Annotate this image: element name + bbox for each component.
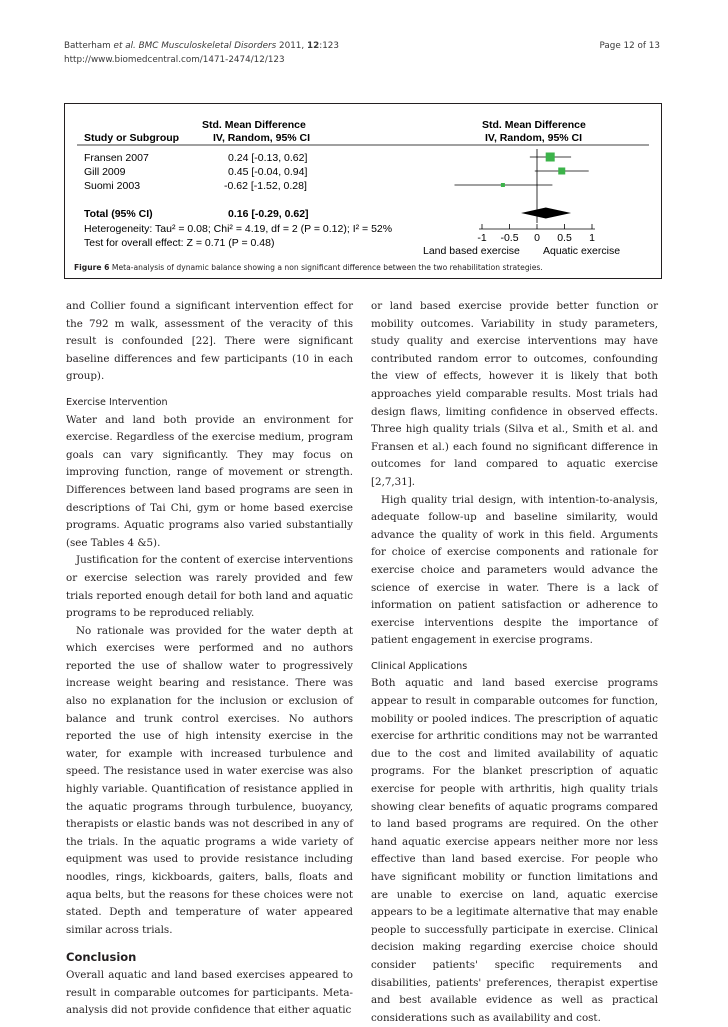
study-marker-1 [558, 168, 565, 175]
left-paragraph-1: and Collier found a significant intervention effect for the 792 m walk, assessment of the veracity of this result is confounded [22]. There were significant baseline differences and few participants (10 in each group). [66, 300, 353, 383]
x-tick-label-3: 0.5 [557, 232, 572, 244]
citation-year: 2011, [279, 41, 305, 51]
total-label: Total (95% CI) [84, 208, 153, 220]
x-tick-label-4: 1 [589, 232, 595, 244]
article-url[interactable]: http://www.biomedcentral.com/1471-2474/12/123 [64, 55, 285, 65]
page-header [64, 39, 660, 67]
study-name-1: Gill 2009 [84, 166, 126, 178]
left-paragraph-2: Water and land both provide an environment for exercise. Regardless of the exercise medium, program goals can vary significantly. They may focus on improving function, range of movement or strength. Differences between land based programs are seen in descriptions of Tai Chi, gym or home based exercise programs. Aquatic programs also varied substantially (see Tables 4 &5). [66, 413, 353, 549]
total-ci: 0.16 [-0.29, 0.62] [228, 208, 309, 220]
plot-area [455, 149, 596, 244]
x-tick-label-0: -1 [477, 232, 487, 244]
study-name-2: Suomi 2003 [84, 180, 141, 192]
study-ci-2: -0.62 [-1.52, 0.28] [224, 180, 307, 192]
citation-journal: BMC Musculoskeletal Disorders [138, 41, 277, 51]
study-marker-2 [501, 183, 505, 187]
caption-text: Meta-analysis of dynamic balance showing a non significant difference between the two rehabilitation strategies. [111, 263, 543, 272]
left-paragraph-5: Overall aquatic and land based exercises appeared to result in comparable outcomes for participants. Meta-analysis did not provide confidence that either aquatic [66, 968, 353, 1017]
citation-authors: Batterham [64, 41, 111, 51]
column-header-study: Study or Subgroup [84, 132, 180, 144]
heading-clinical-applications: Clinical Applications [371, 660, 468, 672]
x-tick-label-1: -0.5 [500, 232, 519, 244]
left-method: IV, Random, 95% CI [213, 132, 311, 144]
left-column [66, 298, 353, 1020]
right-paragraph-2: High quality trial design, with intention-to-analysis, adequate follow-up and baseline similarity, would advance the quality of work in this field. Arguments for choice of exercise components and rationale for exercise choice and parameters would advance the science of exercise in water. There is a lack of information on patient satisfaction or adherence to exercise interventions despite the importance of patient engagement in exercise programs. [371, 493, 658, 647]
heading-exercise-intervention: Exercise Intervention [66, 396, 168, 408]
study-name-0: Fransen 2007 [84, 152, 149, 164]
right-paragraph-3: Both aquatic and land based exercise programs appear to result in comparable outcomes for function, mobility or pooled indices. The prescription of aquatic exercise for arthritic conditions may not be warranted due to the cost and limited availability of aquatic programs. For the blanket prescription of aquatic exercise for people with arthritis, high quality trials showing clear benefits of aquatic programs compared to land based programs are required. On the other hand aquatic exercise appears neither more nor less effective than land based exercise. For people who have significant mobility or function limitations and are unable to exercise on land, aquatic exercise appears to be a legitimate alternative that may enable people to successfully participate in exercise. Clinical decision making regarding exercise choice should consider patients' specific requirements and disabilities, patients' preferences, therapist expertise and best available evidence as well as practical considerations such as availability and cost. [371, 677, 658, 1024]
heading-conclusion: Conclusion [66, 950, 137, 965]
total-diamond [521, 208, 571, 219]
citation [64, 41, 339, 51]
citation-volume: 12 [306, 41, 320, 51]
study-ci-0: 0.24 [-0.13, 0.62] [228, 152, 308, 164]
caption-label: Figure 6 [74, 263, 110, 272]
right-paragraph-1: or land based exercise provide better function or mobility outcomes. Variability in study parameters, study quality and exercise interventions may have contributed random error to outcomes, confounding the view of effects, however it is likely that both approaches yield comparable results. Most trials had design flaws, limiting confidence in observed effects. Three high quality trials (Silva et al., Smith et al. and Fransen et al.) each found no significant difference in outcomes for land compared to aquatic exercise [2,7,31]. [371, 300, 658, 488]
heterogeneity-text: Heterogeneity: Tau² = 0.08; Chi² = 4.19, df = 2 (P = 0.12); I² = 52% [84, 223, 393, 235]
favours-right-label: Aquatic exercise [543, 245, 621, 257]
left-title: Std. Mean Difference [202, 119, 306, 131]
forest-plot [65, 104, 661, 278]
right-method: IV, Random, 95% CI [485, 132, 583, 144]
overall-effect-text: Test for overall effect: Z = 0.71 (P = 0.48) [84, 237, 275, 249]
left-paragraph-3: Justification for the content of exercise interventions or exercise selection was rarely provided and few trials reported enough detail for both land and aquatic programs to be reproduced reliably. [66, 554, 353, 620]
right-title: Std. Mean Difference [482, 119, 586, 131]
favours-left-label: Land based exercise [423, 245, 520, 257]
right-column [371, 298, 658, 1027]
page-number: Page 12 of 13 [599, 41, 660, 51]
citation-etal: et al. [113, 41, 136, 51]
study-ci-1: 0.45 [-0.04, 0.94] [228, 166, 308, 178]
study-marker-0 [546, 153, 555, 162]
x-tick-label-2: 0 [534, 232, 540, 244]
citation-article: :123 [319, 41, 339, 51]
figure-caption [74, 263, 654, 272]
left-paragraph-4: No rationale was provided for the water depth at which exercises were performed and no authors reported the use of shallow water to progressively increase weight bearing and resistance. There was also no explanation for the inclusion or exclusion of balance and trunk control exercises. No authors reported the use of high intensity exercise in the water, for example with increased turbulence and speed. The resistance used in water exercise was also highly variable. Quantification of resistance applied in the aquatic programs through turbulence, buoyancy, therapists or elastic bands was not described in any of the trials. In the aquatic programs a wide variety of equipment was used to provide resistance including noodles, rings, kickboards, gaiters, balls, floats and aqua belts, but the reasons for these choices were not stated. Depth and temperature of water appeared similar across trials. [66, 624, 353, 936]
figure-6-box [64, 103, 662, 279]
